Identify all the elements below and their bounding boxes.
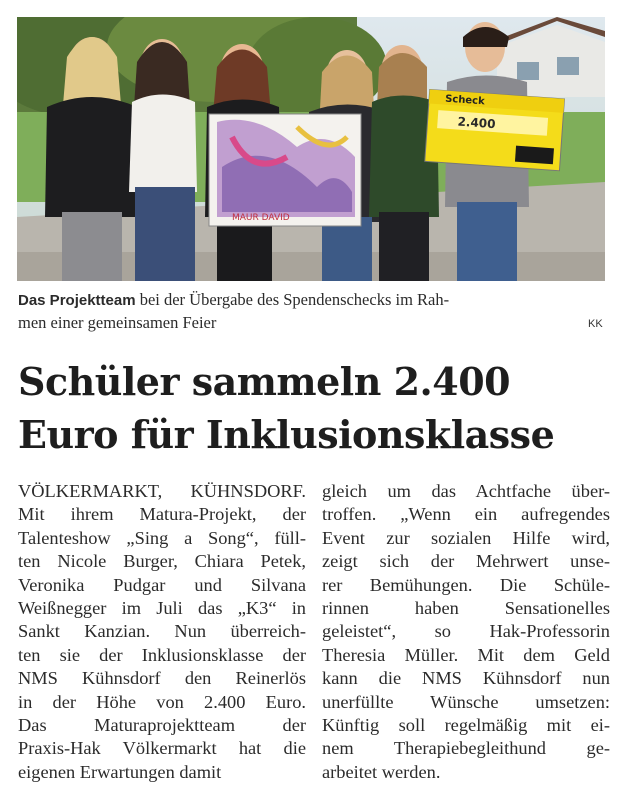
- body-line: in der Höhe von 2.400 Euro.: [18, 691, 306, 712]
- caption-text-line2: men einer gemeinsamen Feier: [18, 313, 217, 332]
- body-line: unerfüllte Wünsche umsetzen:: [322, 691, 610, 712]
- body-line: arbeitet werden.: [322, 761, 441, 782]
- body-line: Künftig soll regelmäßig mit ei-: [322, 714, 610, 735]
- photo-credit: KK: [588, 318, 603, 330]
- photo-caption: [18, 289, 580, 334]
- body-line: VÖLKERMARKT, KÜHNSDORF.: [18, 481, 306, 501]
- body-line: geleistet“, so Hak-Professorin: [322, 621, 610, 642]
- body-line: Weißnegger im Juli das „K3“ in: [18, 597, 306, 618]
- body-line: troffen. „Wenn ein aufregendes: [322, 504, 610, 525]
- body-line: Sankt Kanzian. Nun überreich-: [18, 621, 306, 642]
- body-column-right: [322, 480, 610, 784]
- body-line: NMS Kühnsdorf den Reinerlös: [18, 668, 306, 689]
- body-line: eigenen Erwartungen damit: [18, 761, 222, 782]
- body-line: Talenteshow „Sing a Song“, füll-: [18, 527, 306, 548]
- body-line: ten sie der Inklusionsklasse der: [18, 644, 306, 665]
- body-line: Veronika Pudgar und Silvana: [18, 574, 306, 595]
- caption-text-line1: bei der Übergabe des Spendenschecks im Rah-: [135, 290, 450, 309]
- body-line: Mit ihrem Matura-Projekt, der: [18, 504, 306, 525]
- body-line: gleich um das Achtfache über-: [322, 481, 610, 501]
- cheque-amount: 2.400: [457, 114, 496, 132]
- body-line: Theresia Müller. Mit dem Geld: [322, 644, 610, 665]
- body-line: rer Bemühungen. Die Schüle-: [322, 574, 610, 595]
- article-photo: [17, 17, 605, 281]
- painting-signature: MAUR DAVID: [232, 213, 290, 223]
- headline-line-2: Euro für Inklusionsklasse: [18, 412, 555, 457]
- caption-bold: Das Projektteam: [18, 292, 136, 309]
- body-line: nem Therapiebegleithund ge-: [322, 738, 610, 759]
- body-line: zeigt sich der Mehrwert unse-: [322, 551, 610, 572]
- body-column-left: [18, 480, 306, 784]
- body-line: rinnen haben Sensationelles: [322, 597, 610, 618]
- body-line: Event zur sozialen Hilfe wird,: [322, 527, 610, 548]
- cheque-label: Scheck: [444, 93, 486, 108]
- body-line: ten Nicole Burger, Chiara Petek,: [18, 551, 306, 572]
- headline-line-1: Schüler sammeln 2.400: [18, 359, 511, 404]
- body-line: Das Maturaprojektteam der: [18, 714, 306, 735]
- body-line: kann die NMS Kühnsdorf nun: [322, 668, 610, 689]
- article-headline: [18, 355, 618, 461]
- body-line: Praxis-Hak Völkermarkt hat die: [18, 738, 306, 759]
